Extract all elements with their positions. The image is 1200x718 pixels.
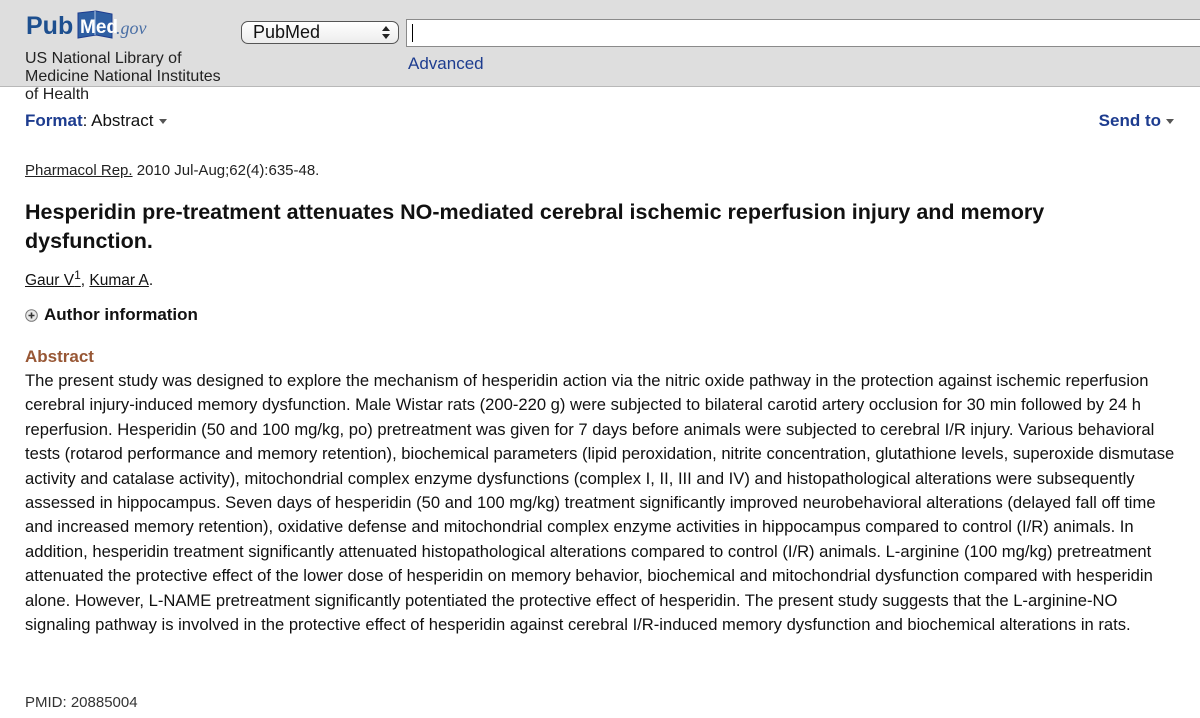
organization-name (25, 50, 235, 86)
logo-gov: .gov (116, 18, 147, 38)
database-select[interactable] (241, 21, 399, 44)
author-list (25, 268, 153, 290)
citation (25, 162, 319, 179)
author-information-toggle[interactable] (25, 305, 198, 325)
article-title: Hesperidin pre-treatment attenuates NO-mediated cerebral ischemic reperfusion injury and memory dysfunction. (25, 200, 1045, 253)
abstract-text: The present study was designed to explore the mechanism of hesperidin action via the nitric oxide pathway in the protection against ischemic reperfusion cerebral injury-induced memory dysfunction. Male Wistar rats (200-220 g) were subjected to bilateral carotid artery occlusion for 30 min followed by 24 h reperfusion. Hesperidin (50 and 100 mg/kg, po) pretreatment was given for 7 days before animals were subjected to cerebral I/R injury. Various behavioral tests (rotarod performance and memory retention), biochemical parameters (lipid peroxidation, nitrite concentration, glutathione levels, superoxide dismutase activity and catalase activity), mitochondrial complex enzyme dysfunctions (complex I, II, III and IV) and histopathological alterations were subsequently assessed in hippocampus. Seven days of hesperidin (50 and 100 mg/kg) treatment significantly improved neurobehavioral alterations (delayed fall off time and increased memory retention), oxidative defense and mitochondrial complex enzyme activities in hippocampus compared to control (I/R) animals. In addition, hesperidin treatment significantly attenuated histopathological alterations compared to control (I/R) animals. L-arginine (100 mg/kg) pretreatment attenuated the protective effect of the lower dose of hesperidin on memory behavior, biochemical and mitochondrial dysfunction compared with hesperidin alone. However, L-NAME pretreatment significantly potentiated the protective effect of hesperidin. The present study suggests that the L-arginine-NO signaling pathway is involved in the protective effect of hesperidin against cerebral I/R-induced memory dysfunction and biochemical alterations in rats. (25, 371, 1175, 635)
dropdown-triangle-icon (1166, 119, 1174, 124)
expand-plus-icon (25, 309, 38, 322)
author-name: Gaur V (25, 272, 75, 290)
org-line-1: US National Library of (25, 50, 182, 67)
journal-link[interactable]: Pharmacol Rep. (25, 162, 133, 179)
author-link[interactable] (25, 268, 81, 290)
abstract-heading: Abstract (25, 347, 94, 366)
site-header (0, 0, 1200, 87)
format-label: Format (25, 111, 83, 130)
format-menu[interactable] (25, 111, 167, 131)
advanced-search-link[interactable]: Advanced (408, 54, 484, 73)
pubmed-logo-icon (26, 8, 176, 42)
author-list-end: . (148, 272, 154, 290)
search-input[interactable] (406, 19, 1200, 47)
author-information-label: Author information (44, 305, 198, 324)
org-line-3: of Health (25, 86, 90, 103)
select-arrows-icon (382, 25, 390, 40)
org-line-2: Medicine National Institutes (25, 68, 221, 85)
logo-pub: Pub (26, 12, 74, 40)
pmid: PMID: 20885004 (25, 694, 138, 711)
database-select-value: PubMed (253, 22, 321, 42)
affiliation-marker: 1 (74, 268, 81, 282)
pubmed-logo[interactable] (26, 8, 176, 42)
format-value: : Abstract (82, 111, 154, 130)
text-caret (412, 24, 413, 42)
send-to-label: Send to (1098, 111, 1161, 130)
dropdown-triangle-icon (159, 119, 167, 124)
logo-med: Med (80, 17, 118, 38)
send-to-menu[interactable] (1099, 111, 1174, 131)
author-separator: , (80, 272, 90, 290)
citation-details: 2010 Jul-Aug;62(4):635-48. (132, 162, 320, 179)
author-link[interactable]: Kumar A (89, 272, 149, 290)
